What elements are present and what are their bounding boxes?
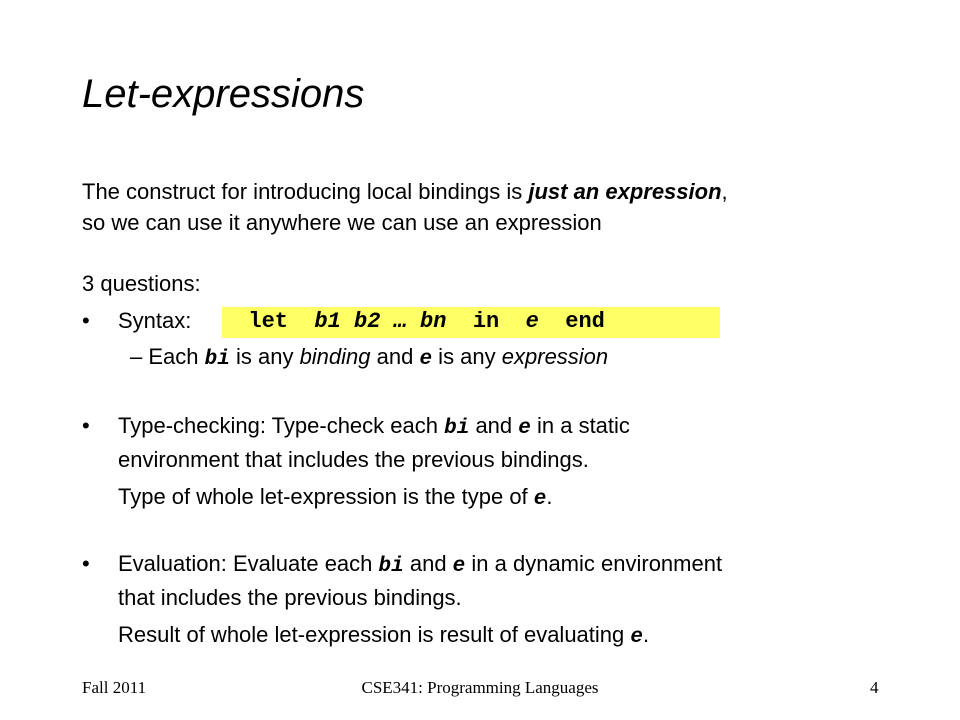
syntax-subpoint: – Each bi is any binding and e is any expression [130, 344, 609, 371]
intro-line-1: The construct for introducing local bindings is just an expression, [82, 179, 728, 204]
footer-page-number: 4 [870, 678, 879, 697]
typecheck-line-3: Type of whole let-expression is the type of e. [118, 484, 553, 511]
evaluation-line-2: that includes the previous bindings. [118, 585, 462, 610]
intro-line-2: so we can use it anywhere we can use an expression [82, 210, 602, 235]
syntax-label: Syntax: [118, 308, 192, 333]
bullet-dot: • [82, 308, 90, 333]
evaluation-line-1: Evaluation: Evaluate each bi and e in a dynamic environment [118, 551, 723, 578]
typecheck-line-2: environment that includes the previous bindings. [118, 447, 589, 472]
questions-label: 3 questions: [82, 271, 201, 296]
syntax-code-highlight [222, 307, 720, 338]
footer-term: Fall 2011 [82, 678, 147, 697]
footer-course: CSE341: Programming Languages [361, 678, 599, 697]
evaluation-line-3: Result of whole let-expression is result of evaluating e. [118, 622, 650, 649]
slide-title: Let-expressions [82, 72, 365, 116]
typecheck-line-1: Type-checking: Type-check each bi and e in a static [118, 413, 630, 440]
intro-emphasis: just an expression [528, 179, 722, 204]
syntax-code: let b1 b2 … bn in e end [248, 309, 605, 334]
intro-paragraph [82, 176, 728, 238]
